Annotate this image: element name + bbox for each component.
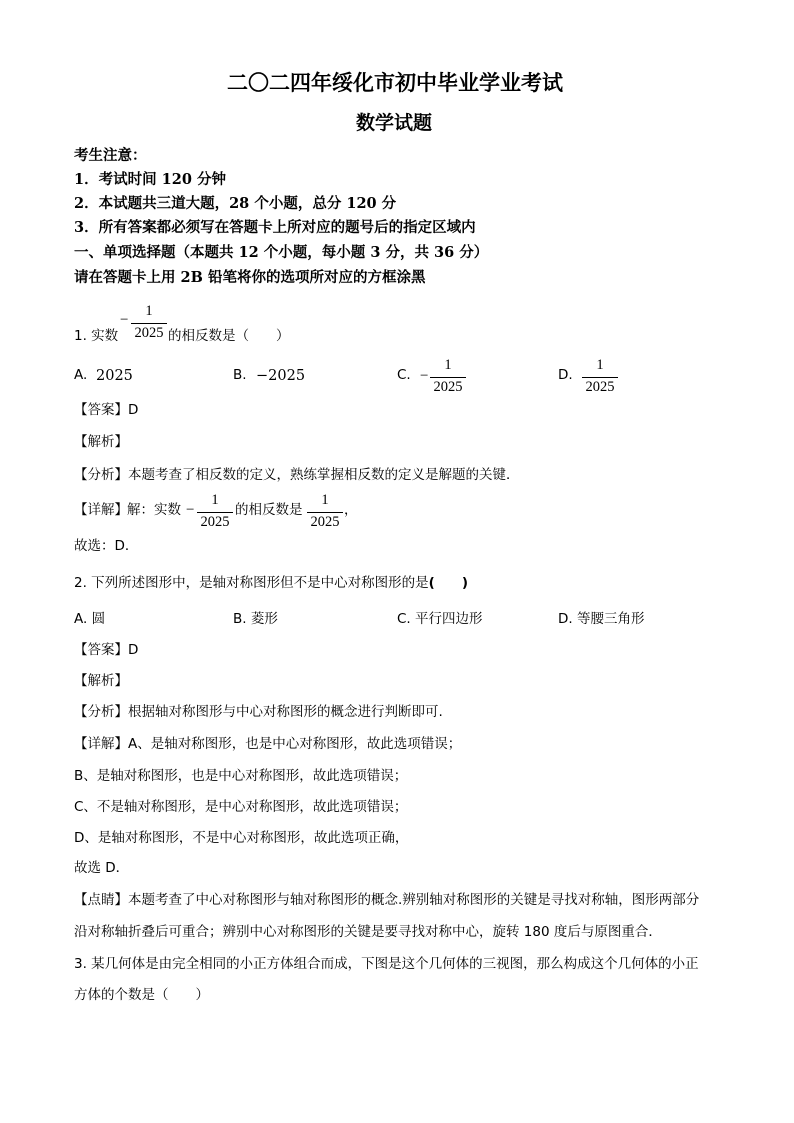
q1-conclusion: 故选：D． [74,538,139,554]
q1-minus-sign: − [120,312,129,328]
fraction-denominator: 2025 [134,325,164,341]
q1-option-a-label: A. [74,367,88,383]
q2-answer [74,644,138,658]
q1-option-c-label: C. [397,367,411,383]
q1-option-d-fraction [582,357,618,397]
comment-tag: 【点睛】 [74,892,128,908]
notice-item: 2．本试题共三道大题，28 个小题，总分 120 分 [74,195,397,212]
detail-tag: 【详解】 [74,736,128,752]
q1-detail-a: 解：实数 [127,502,181,518]
fraction-bar [430,377,466,378]
q2-detail-a [74,738,461,752]
q1-fraction [131,302,167,342]
fraction-numerator: 1 [596,357,604,373]
q1-option-d-label: D. [558,367,573,383]
section-instruction: 请在答题卡上用 2B 铅笔将你的选项所对应的方框涂黑 [74,269,426,286]
fenxi-text: 根据轴对称图形与中心对称图形的概念进行判断即可. [128,704,443,720]
q2-comment-line-2: 沿对称轴折叠后可重合；辨别中心对称图形的关键是要寻找对称中心，旋转 180 度后与原图重合． [74,924,662,940]
fraction-numerator: 1 [321,492,329,508]
answer-tag: 【答案】 [74,402,128,418]
q1-option-b: −2025 [256,368,306,384]
q1-option-a: 2025 [96,368,133,384]
q2-option-d: D. 等腰三角形 [558,611,645,627]
q2-paren: ( ) [428,575,469,591]
q2-stem [74,577,468,591]
q1-analysis-tag: 【解析】 [74,434,128,450]
fraction-numerator: 1 [211,492,219,508]
q1-detail-fraction-1 [197,492,233,532]
fraction-bar [131,323,167,324]
q1-detail-minus: − [186,502,195,518]
q1-detail-fraction-2 [307,492,343,532]
q3-stem-line-1: 3. 某几何体是由完全相同的小正方体组合而成，下图是这个几何体的三视图，那么构成这个几何体的小正 [74,956,699,972]
q1-suffix: 的相反数是（ ） [168,328,290,344]
notice-item: 1．考试时间 120 分钟 [74,171,226,188]
fraction-bar [582,377,618,378]
comment-text: 本题考查了中心对称图形与轴对称图形的概念.辨别轴对称图形的关键是寻找对称轴，图形两部分 [128,892,700,908]
fraction-denominator: 2025 [433,379,463,395]
exam-title: 二〇二四年绥化市初中毕业学业考试 [227,70,563,95]
fraction-bar [307,512,343,513]
q1-answer [74,404,138,418]
answer-value: D [128,402,139,418]
q2-detail-b: B、是轴对称图形，也是中心对称图形，故此选项错误； [74,768,408,784]
fraction-numerator: 1 [444,357,452,373]
q2-detail-d: D、是轴对称图形，不是中心对称图形，故此选项正确， [74,830,409,846]
q1-option-c-minus: − [420,368,429,384]
fraction-numerator: 1 [145,303,153,319]
q2-comment-line-1 [74,894,699,908]
section-heading: 一、单项选择题（本题共 12 个小题，每小题 3 分，共 36 分） [74,244,489,261]
fraction-denominator: 2025 [200,514,230,530]
fenxi-tag: 【分析】 [74,704,128,720]
notice-heading: 考生注意： [74,147,147,164]
fenxi-tag: 【分析】 [74,467,128,483]
q2-stem-text: 2. 下列所述图形中，是轴对称图形但不是中心对称图形的是 [74,575,429,591]
q2-option-c: C. 平行四边形 [397,611,483,627]
answer-value: D [128,642,139,658]
q1-option-c-fraction [430,357,466,397]
q2-fenxi [74,706,443,720]
q1-prefix: 1. 实数 [74,328,119,344]
q1-fenxi [74,469,520,483]
q2-conclusion: 故选 D． [74,860,130,876]
q3-stem-line-2: 方体的个数是（ ） [74,987,209,1003]
q2-option-b: B. 菱形 [233,611,278,627]
fenxi-text: 本题考查了相反数的定义，熟练掌握相反数的定义是解题的关键． [128,467,520,483]
q2-analysis-tag: 【解析】 [74,673,128,689]
answer-tag: 【答案】 [74,642,128,658]
q1-detail-b: 的相反数是 [235,502,303,518]
detail-text: A、是轴对称图形，也是中心对称图形，故此选项错误； [128,736,462,752]
q2-detail-c: C、不是轴对称图形，是中心对称图形，故此选项错误； [74,799,408,815]
q2-option-a: A. 圆 [74,611,106,627]
fraction-denominator: 2025 [310,514,340,530]
q1-detail-c: ， [344,502,358,518]
q1-detail-tag: 【详解】 [74,502,128,518]
fraction-bar [197,512,233,513]
fraction-denominator: 2025 [585,379,615,395]
q1-option-b-label: B. [233,367,247,383]
notice-item: 3．所有答案都必须写在答题卡上所对应的题号后的指定区域内 [74,219,476,236]
exam-subtitle: 数学试题 [356,112,433,134]
